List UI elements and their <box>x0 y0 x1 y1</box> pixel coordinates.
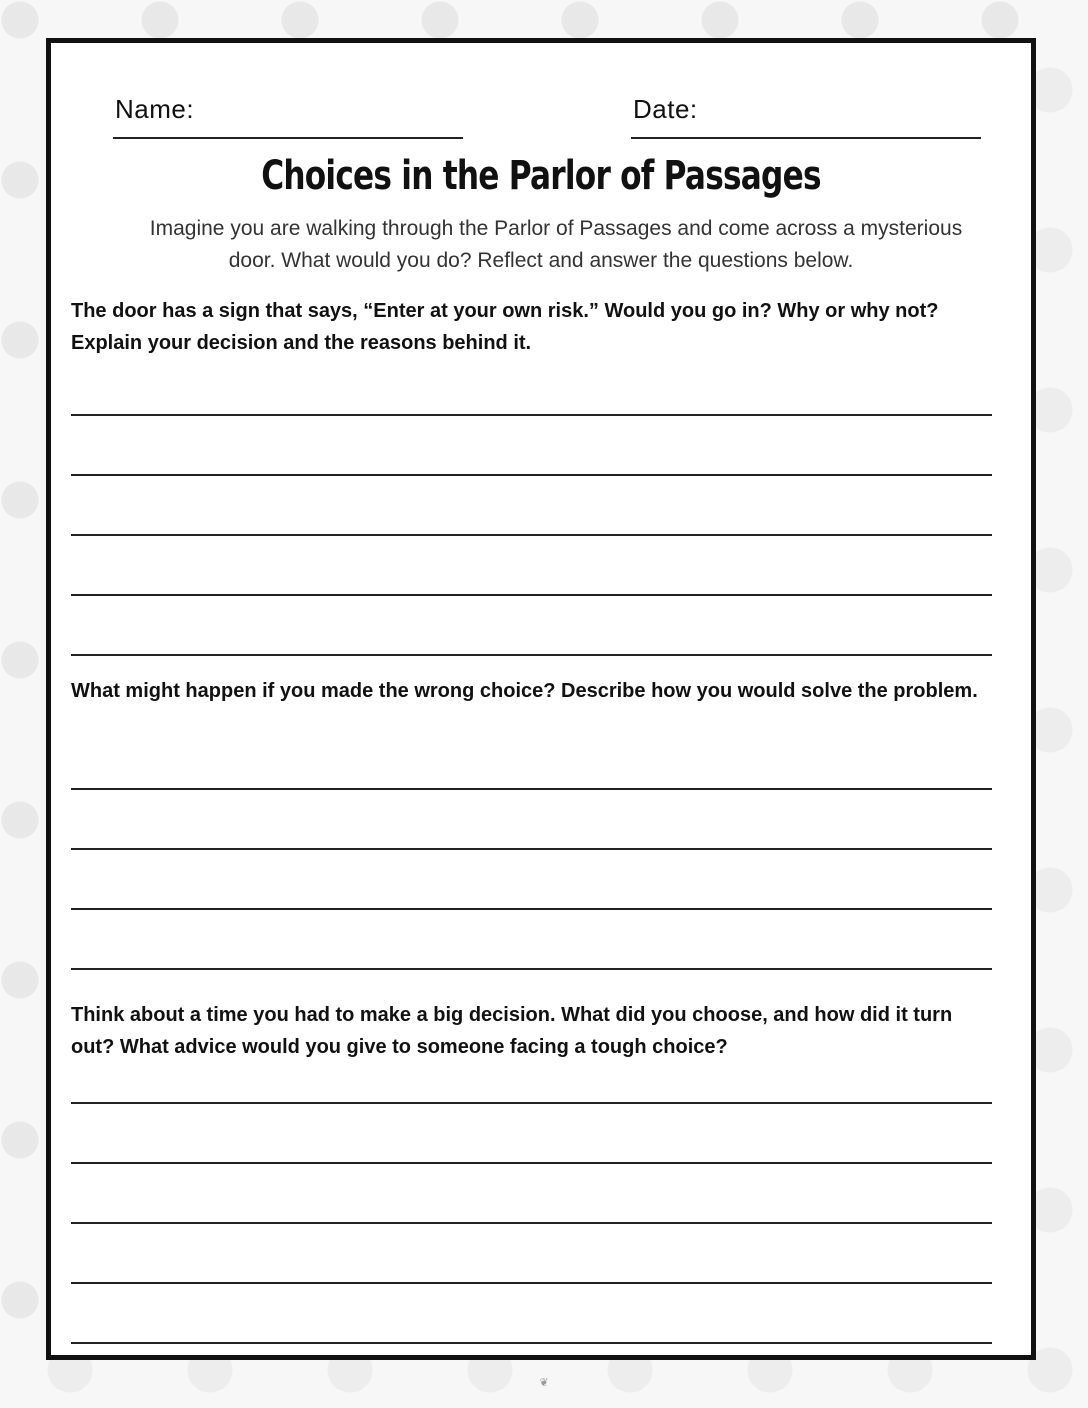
answer-line[interactable] <box>71 1044 992 1104</box>
answer-line[interactable] <box>71 356 992 416</box>
answer-line[interactable] <box>71 416 992 476</box>
question-3: Think about a time you had to make a big decision. What did you choose, and how did it turn out? What advice would you give to someone facing a tough choice? <box>71 1004 953 1058</box>
answer-line[interactable] <box>71 596 992 656</box>
name-label: Name: <box>115 94 195 124</box>
answer-line[interactable] <box>71 1284 992 1344</box>
publisher-logo-icon: ❦ <box>539 1376 549 1389</box>
date-field[interactable] <box>631 93 981 139</box>
answer-line[interactable] <box>71 536 992 596</box>
answer-lines-2[interactable] <box>71 730 992 970</box>
worksheet-page <box>46 38 1036 1360</box>
answer-line[interactable] <box>71 1104 992 1164</box>
answer-line[interactable] <box>71 850 992 910</box>
answer-lines-1[interactable] <box>71 356 992 656</box>
answer-line[interactable] <box>71 1164 992 1224</box>
answer-line[interactable] <box>71 476 992 536</box>
answer-lines-3[interactable] <box>71 1044 992 1344</box>
intro-text: Imagine you are walking through the Parlor of Passages and come across a mysterious door. What would you do? Reflect and answer the questions below. <box>149 217 963 272</box>
answer-line[interactable] <box>71 790 992 850</box>
question-2: What might happen if you made the wrong choice? Describe how you would solve the problem. <box>71 680 978 702</box>
answer-line[interactable] <box>71 730 992 790</box>
header-fields <box>113 95 973 139</box>
question-1: The door has a sign that says, “Enter at your own risk.” Would you go in? Why or why not? Explain your decision and the reasons behind it. <box>71 300 939 354</box>
answer-line[interactable] <box>71 910 992 970</box>
date-label: Date: <box>633 94 698 124</box>
answer-line[interactable] <box>71 1224 992 1284</box>
page-title: Choices in the Parlor of Passages <box>261 153 821 199</box>
name-field[interactable] <box>113 93 463 139</box>
